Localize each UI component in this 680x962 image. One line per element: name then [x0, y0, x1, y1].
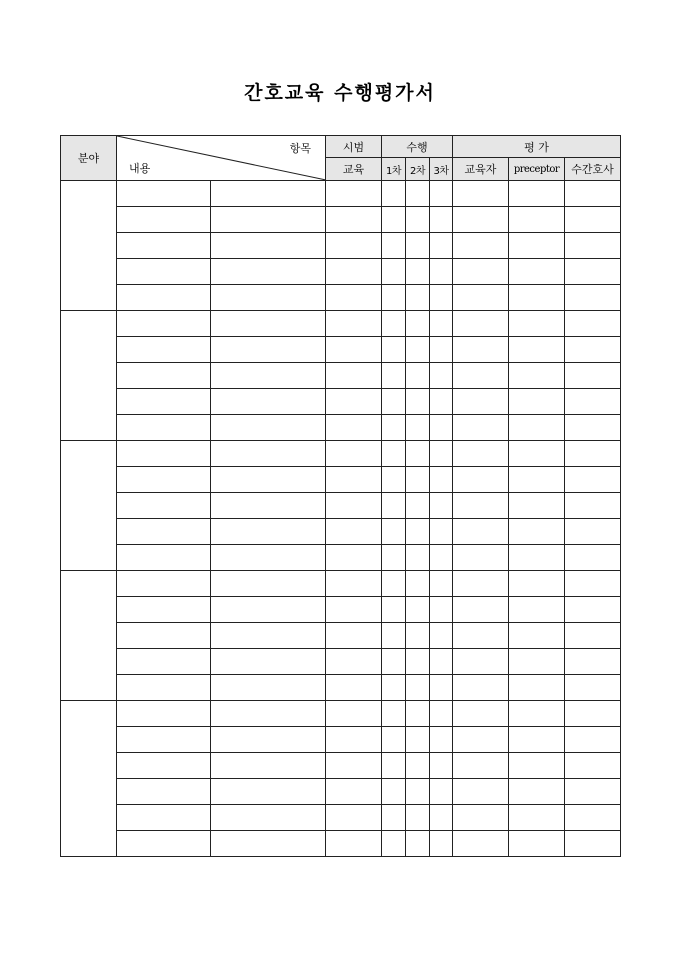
- first-cell[interactable]: [382, 571, 406, 597]
- table-row: [61, 311, 621, 337]
- first-cell[interactable]: [382, 285, 406, 311]
- detail-cell[interactable]: [211, 441, 326, 467]
- first-cell[interactable]: [382, 753, 406, 779]
- second-cell[interactable]: [406, 545, 430, 571]
- table-row: [61, 181, 621, 207]
- head-nurse-cell[interactable]: [565, 623, 621, 649]
- second-cell[interactable]: [406, 805, 430, 831]
- third-cell[interactable]: [430, 181, 453, 207]
- demo-cell[interactable]: [326, 493, 382, 519]
- third-cell[interactable]: [430, 623, 453, 649]
- header-preceptor: preceptor: [509, 158, 565, 181]
- preceptor-cell[interactable]: [509, 545, 565, 571]
- head-nurse-cell[interactable]: [565, 805, 621, 831]
- content-cell[interactable]: [117, 623, 211, 649]
- content-cell[interactable]: [117, 259, 211, 285]
- content-cell[interactable]: [117, 805, 211, 831]
- detail-cell[interactable]: [211, 363, 326, 389]
- first-cell[interactable]: [382, 181, 406, 207]
- third-cell[interactable]: [430, 285, 453, 311]
- head-nurse-cell[interactable]: [565, 571, 621, 597]
- first-cell[interactable]: [382, 675, 406, 701]
- detail-cell[interactable]: [211, 181, 326, 207]
- content-cell[interactable]: [117, 389, 211, 415]
- header-field: 분야: [61, 136, 117, 181]
- demo-cell[interactable]: [326, 649, 382, 675]
- table-row: [61, 337, 621, 363]
- educator-cell[interactable]: [453, 207, 509, 233]
- preceptor-cell[interactable]: [509, 285, 565, 311]
- demo-cell[interactable]: [326, 415, 382, 441]
- first-cell[interactable]: [382, 389, 406, 415]
- second-cell[interactable]: [406, 181, 430, 207]
- preceptor-cell[interactable]: [509, 805, 565, 831]
- header-first: 1차: [382, 158, 406, 181]
- second-cell[interactable]: [406, 441, 430, 467]
- head-nurse-cell[interactable]: [565, 493, 621, 519]
- educator-cell[interactable]: [453, 831, 509, 857]
- demo-cell[interactable]: [326, 597, 382, 623]
- header-demo-bottom: 교육: [326, 158, 382, 181]
- header-item-content: [117, 136, 326, 181]
- table-row: [61, 779, 621, 805]
- third-cell[interactable]: [430, 233, 453, 259]
- preceptor-cell[interactable]: [509, 415, 565, 441]
- header-item: 항목: [289, 142, 311, 155]
- third-cell[interactable]: [430, 779, 453, 805]
- field-cell[interactable]: [61, 311, 117, 441]
- preceptor-cell[interactable]: [509, 649, 565, 675]
- demo-cell[interactable]: [326, 519, 382, 545]
- educator-cell[interactable]: [453, 259, 509, 285]
- third-cell[interactable]: [430, 805, 453, 831]
- second-cell[interactable]: [406, 363, 430, 389]
- demo-cell[interactable]: [326, 389, 382, 415]
- table-row: [61, 389, 621, 415]
- detail-cell[interactable]: [211, 753, 326, 779]
- detail-cell[interactable]: [211, 831, 326, 857]
- first-cell[interactable]: [382, 649, 406, 675]
- second-cell[interactable]: [406, 389, 430, 415]
- table-row: [61, 623, 621, 649]
- head-nurse-cell[interactable]: [565, 597, 621, 623]
- preceptor-cell[interactable]: [509, 233, 565, 259]
- content-cell[interactable]: [117, 519, 211, 545]
- preceptor-cell[interactable]: [509, 389, 565, 415]
- detail-cell[interactable]: [211, 727, 326, 753]
- content-cell[interactable]: [117, 337, 211, 363]
- table-row: [61, 805, 621, 831]
- detail-cell[interactable]: [211, 779, 326, 805]
- third-cell[interactable]: [430, 571, 453, 597]
- table-row: [61, 571, 621, 597]
- second-cell[interactable]: [406, 623, 430, 649]
- detail-cell[interactable]: [211, 519, 326, 545]
- educator-cell[interactable]: [453, 805, 509, 831]
- second-cell[interactable]: [406, 649, 430, 675]
- table-row: [61, 597, 621, 623]
- preceptor-cell[interactable]: [509, 493, 565, 519]
- head-nurse-cell[interactable]: [565, 467, 621, 493]
- first-cell[interactable]: [382, 233, 406, 259]
- educator-cell[interactable]: [453, 545, 509, 571]
- head-nurse-cell[interactable]: [565, 675, 621, 701]
- third-cell[interactable]: [430, 753, 453, 779]
- content-cell[interactable]: [117, 493, 211, 519]
- content-cell[interactable]: [117, 415, 211, 441]
- second-cell[interactable]: [406, 233, 430, 259]
- demo-cell[interactable]: [326, 441, 382, 467]
- third-cell[interactable]: [430, 545, 453, 571]
- table-row: [61, 233, 621, 259]
- second-cell[interactable]: [406, 285, 430, 311]
- detail-cell[interactable]: [211, 623, 326, 649]
- content-cell[interactable]: [117, 597, 211, 623]
- preceptor-cell[interactable]: [509, 519, 565, 545]
- preceptor-cell[interactable]: [509, 753, 565, 779]
- third-cell[interactable]: [430, 337, 453, 363]
- second-cell[interactable]: [406, 727, 430, 753]
- first-cell[interactable]: [382, 701, 406, 727]
- head-nurse-cell[interactable]: [565, 181, 621, 207]
- head-nurse-cell[interactable]: [565, 545, 621, 571]
- educator-cell[interactable]: [453, 701, 509, 727]
- head-nurse-cell[interactable]: [565, 649, 621, 675]
- head-nurse-cell[interactable]: [565, 519, 621, 545]
- third-cell[interactable]: [430, 519, 453, 545]
- educator-cell[interactable]: [453, 415, 509, 441]
- preceptor-cell[interactable]: [509, 441, 565, 467]
- table-row: [61, 493, 621, 519]
- content-cell[interactable]: [117, 233, 211, 259]
- educator-cell[interactable]: [453, 467, 509, 493]
- head-nurse-cell[interactable]: [565, 363, 621, 389]
- table-row: [61, 363, 621, 389]
- detail-cell[interactable]: [211, 311, 326, 337]
- preceptor-cell[interactable]: [509, 259, 565, 285]
- second-cell[interactable]: [406, 337, 430, 363]
- educator-cell[interactable]: [453, 727, 509, 753]
- educator-cell[interactable]: [453, 779, 509, 805]
- table-row: [61, 415, 621, 441]
- head-nurse-cell[interactable]: [565, 727, 621, 753]
- third-cell[interactable]: [430, 311, 453, 337]
- header-content: 내용: [129, 162, 151, 175]
- first-cell[interactable]: [382, 337, 406, 363]
- table-row: [61, 285, 621, 311]
- educator-cell[interactable]: [453, 675, 509, 701]
- demo-cell[interactable]: [326, 675, 382, 701]
- second-cell[interactable]: [406, 753, 430, 779]
- content-cell[interactable]: [117, 311, 211, 337]
- second-cell[interactable]: [406, 675, 430, 701]
- first-cell[interactable]: [382, 311, 406, 337]
- demo-cell[interactable]: [326, 467, 382, 493]
- third-cell[interactable]: [430, 259, 453, 285]
- header-educator: 교육자: [453, 158, 509, 181]
- table-row: [61, 545, 621, 571]
- field-cell[interactable]: [61, 441, 117, 571]
- header-second: 2차: [406, 158, 430, 181]
- content-cell[interactable]: [117, 467, 211, 493]
- table-row: [61, 207, 621, 233]
- preceptor-cell[interactable]: [509, 831, 565, 857]
- second-cell[interactable]: [406, 597, 430, 623]
- table-row: [61, 753, 621, 779]
- content-cell[interactable]: [117, 285, 211, 311]
- content-cell[interactable]: [117, 181, 211, 207]
- field-cell[interactable]: [61, 181, 117, 311]
- content-cell[interactable]: [117, 831, 211, 857]
- preceptor-cell[interactable]: [509, 623, 565, 649]
- head-nurse-cell[interactable]: [565, 415, 621, 441]
- demo-cell[interactable]: [326, 207, 382, 233]
- first-cell[interactable]: [382, 363, 406, 389]
- third-cell[interactable]: [430, 389, 453, 415]
- first-cell[interactable]: [382, 207, 406, 233]
- preceptor-cell[interactable]: [509, 571, 565, 597]
- educator-cell[interactable]: [453, 649, 509, 675]
- second-cell[interactable]: [406, 571, 430, 597]
- first-cell[interactable]: [382, 441, 406, 467]
- table-row: [61, 727, 621, 753]
- educator-cell[interactable]: [453, 493, 509, 519]
- head-nurse-cell[interactable]: [565, 207, 621, 233]
- second-cell[interactable]: [406, 259, 430, 285]
- demo-cell[interactable]: [326, 311, 382, 337]
- preceptor-cell[interactable]: [509, 727, 565, 753]
- table-row: [61, 519, 621, 545]
- content-cell[interactable]: [117, 727, 211, 753]
- content-cell[interactable]: [117, 207, 211, 233]
- demo-cell[interactable]: [326, 727, 382, 753]
- second-cell[interactable]: [406, 701, 430, 727]
- preceptor-cell[interactable]: [509, 675, 565, 701]
- table-row: [61, 831, 621, 857]
- second-cell[interactable]: [406, 415, 430, 441]
- educator-cell[interactable]: [453, 753, 509, 779]
- second-cell[interactable]: [406, 311, 430, 337]
- third-cell[interactable]: [430, 727, 453, 753]
- demo-cell[interactable]: [326, 571, 382, 597]
- table-row: [61, 467, 621, 493]
- third-cell[interactable]: [430, 441, 453, 467]
- first-cell[interactable]: [382, 259, 406, 285]
- second-cell[interactable]: [406, 467, 430, 493]
- second-cell[interactable]: [406, 519, 430, 545]
- detail-cell[interactable]: [211, 467, 326, 493]
- head-nurse-cell[interactable]: [565, 779, 621, 805]
- educator-cell[interactable]: [453, 363, 509, 389]
- detail-cell[interactable]: [211, 597, 326, 623]
- preceptor-cell[interactable]: [509, 207, 565, 233]
- third-cell[interactable]: [430, 207, 453, 233]
- demo-cell[interactable]: [326, 805, 382, 831]
- educator-cell[interactable]: [453, 519, 509, 545]
- second-cell[interactable]: [406, 779, 430, 805]
- detail-cell[interactable]: [211, 285, 326, 311]
- content-cell[interactable]: [117, 779, 211, 805]
- content-cell[interactable]: [117, 753, 211, 779]
- third-cell[interactable]: [430, 675, 453, 701]
- header-third: 3차: [430, 158, 453, 181]
- second-cell[interactable]: [406, 831, 430, 857]
- head-nurse-cell[interactable]: [565, 441, 621, 467]
- educator-cell[interactable]: [453, 311, 509, 337]
- educator-cell[interactable]: [453, 597, 509, 623]
- header-demo-top: 시범: [326, 136, 382, 158]
- head-nurse-cell[interactable]: [565, 753, 621, 779]
- educator-cell[interactable]: [453, 337, 509, 363]
- third-cell[interactable]: [430, 493, 453, 519]
- first-cell[interactable]: [382, 493, 406, 519]
- third-cell[interactable]: [430, 467, 453, 493]
- table-row: [61, 675, 621, 701]
- detail-cell[interactable]: [211, 389, 326, 415]
- demo-cell[interactable]: [326, 779, 382, 805]
- first-cell[interactable]: [382, 831, 406, 857]
- preceptor-cell[interactable]: [509, 311, 565, 337]
- header-evaluation: 평 가: [453, 136, 621, 158]
- head-nurse-cell[interactable]: [565, 233, 621, 259]
- first-cell[interactable]: [382, 467, 406, 493]
- content-cell[interactable]: [117, 701, 211, 727]
- document-title: 간호교육 수행평가서: [244, 82, 436, 104]
- detail-cell[interactable]: [211, 233, 326, 259]
- preceptor-cell[interactable]: [509, 467, 565, 493]
- first-cell[interactable]: [382, 623, 406, 649]
- demo-cell[interactable]: [326, 285, 382, 311]
- first-cell[interactable]: [382, 545, 406, 571]
- preceptor-cell[interactable]: [509, 363, 565, 389]
- demo-cell[interactable]: [326, 337, 382, 363]
- first-cell[interactable]: [382, 519, 406, 545]
- preceptor-cell[interactable]: [509, 337, 565, 363]
- educator-cell[interactable]: [453, 181, 509, 207]
- content-cell[interactable]: [117, 545, 211, 571]
- table-row: [61, 649, 621, 675]
- detail-cell[interactable]: [211, 207, 326, 233]
- third-cell[interactable]: [430, 597, 453, 623]
- detail-cell[interactable]: [211, 415, 326, 441]
- third-cell[interactable]: [430, 363, 453, 389]
- educator-cell[interactable]: [453, 571, 509, 597]
- detail-cell[interactable]: [211, 649, 326, 675]
- preceptor-cell[interactable]: [509, 181, 565, 207]
- demo-cell[interactable]: [326, 181, 382, 207]
- first-cell[interactable]: [382, 415, 406, 441]
- educator-cell[interactable]: [453, 285, 509, 311]
- head-nurse-cell[interactable]: [565, 831, 621, 857]
- detail-cell[interactable]: [211, 675, 326, 701]
- content-cell[interactable]: [117, 571, 211, 597]
- head-nurse-cell[interactable]: [565, 311, 621, 337]
- demo-cell[interactable]: [326, 545, 382, 571]
- demo-cell[interactable]: [326, 233, 382, 259]
- demo-cell[interactable]: [326, 259, 382, 285]
- head-nurse-cell[interactable]: [565, 259, 621, 285]
- head-nurse-cell[interactable]: [565, 285, 621, 311]
- first-cell[interactable]: [382, 597, 406, 623]
- detail-cell[interactable]: [211, 805, 326, 831]
- table-row: [61, 441, 621, 467]
- preceptor-cell[interactable]: [509, 597, 565, 623]
- second-cell[interactable]: [406, 207, 430, 233]
- demo-cell[interactable]: [326, 701, 382, 727]
- detail-cell[interactable]: [211, 701, 326, 727]
- detail-cell[interactable]: [211, 259, 326, 285]
- second-cell[interactable]: [406, 493, 430, 519]
- head-nurse-cell[interactable]: [565, 337, 621, 363]
- educator-cell[interactable]: [453, 441, 509, 467]
- third-cell[interactable]: [430, 415, 453, 441]
- table-row: [61, 259, 621, 285]
- field-cell[interactable]: [61, 701, 117, 857]
- first-cell[interactable]: [382, 805, 406, 831]
- third-cell[interactable]: [430, 649, 453, 675]
- educator-cell[interactable]: [453, 623, 509, 649]
- demo-cell[interactable]: [326, 753, 382, 779]
- table-row: [61, 701, 621, 727]
- third-cell[interactable]: [430, 701, 453, 727]
- first-cell[interactable]: [382, 727, 406, 753]
- detail-cell[interactable]: [211, 545, 326, 571]
- detail-cell[interactable]: [211, 337, 326, 363]
- content-cell[interactable]: [117, 441, 211, 467]
- preceptor-cell[interactable]: [509, 701, 565, 727]
- preceptor-cell[interactable]: [509, 779, 565, 805]
- head-nurse-cell[interactable]: [565, 389, 621, 415]
- educator-cell[interactable]: [453, 233, 509, 259]
- header-perform: 수행: [382, 136, 453, 158]
- content-cell[interactable]: [117, 649, 211, 675]
- first-cell[interactable]: [382, 779, 406, 805]
- demo-cell[interactable]: [326, 363, 382, 389]
- header-row-1: [61, 136, 621, 158]
- content-cell[interactable]: [117, 675, 211, 701]
- detail-cell[interactable]: [211, 571, 326, 597]
- header-head-nurse: 수간호사: [565, 158, 621, 181]
- content-cell[interactable]: [117, 363, 211, 389]
- head-nurse-cell[interactable]: [565, 701, 621, 727]
- educator-cell[interactable]: [453, 389, 509, 415]
- field-cell[interactable]: [61, 571, 117, 701]
- detail-cell[interactable]: [211, 493, 326, 519]
- evaluation-table: [60, 135, 621, 857]
- demo-cell[interactable]: [326, 623, 382, 649]
- third-cell[interactable]: [430, 831, 453, 857]
- demo-cell[interactable]: [326, 831, 382, 857]
